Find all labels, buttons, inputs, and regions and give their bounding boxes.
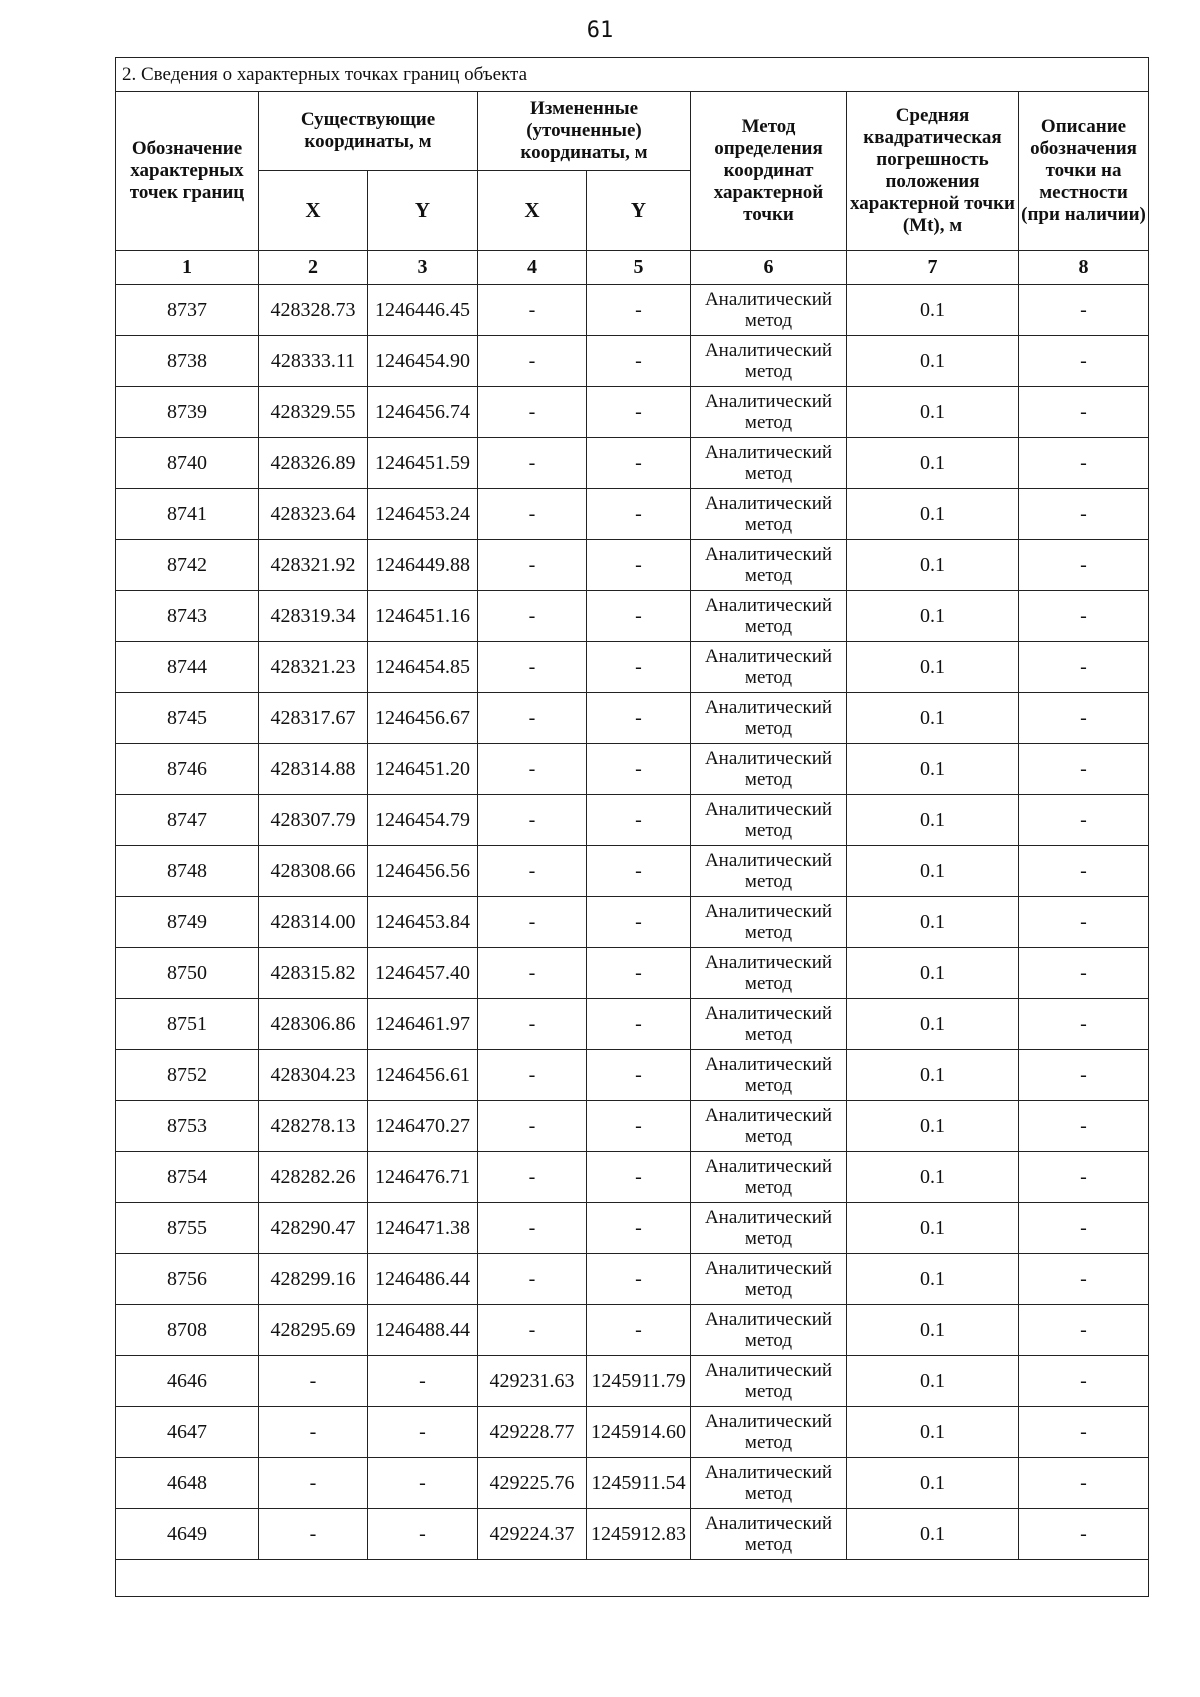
cell-error: 0.1	[847, 1101, 1019, 1152]
cell-point-id: 4647	[116, 1407, 259, 1458]
cell-point-id: 8749	[116, 897, 259, 948]
cell-existing-x: 428333.11	[259, 336, 368, 387]
cell-method	[691, 387, 847, 438]
method-text: Аналитический	[704, 1309, 833, 1330]
cell-description: -	[1019, 1305, 1149, 1356]
cell-point-id: 8740	[116, 438, 259, 489]
method-text: Аналитический	[704, 1156, 833, 1177]
cell-existing-x: 428299.16	[259, 1254, 368, 1305]
cell-point-id: 8739	[116, 387, 259, 438]
cell-existing-y: 1246451.59	[368, 438, 478, 489]
cell-error: 0.1	[847, 1509, 1019, 1560]
cell-point-id: 8748	[116, 846, 259, 897]
method-text: метод	[744, 667, 793, 688]
cell-existing-x: 428290.47	[259, 1203, 368, 1254]
cell-existing-y: 1246453.24	[368, 489, 478, 540]
method-text: метод	[744, 514, 793, 535]
cell-method	[691, 591, 847, 642]
cell-changed-x: -	[478, 591, 587, 642]
cell-existing-y: -	[368, 1509, 478, 1560]
method-text: метод	[744, 922, 793, 943]
cell-method	[691, 795, 847, 846]
cell-existing-y: 1246488.44	[368, 1305, 478, 1356]
cell-error: 0.1	[847, 795, 1019, 846]
cell-description: -	[1019, 387, 1149, 438]
cell-description: -	[1019, 336, 1149, 387]
cell-existing-y: 1246454.85	[368, 642, 478, 693]
cell-changed-y: -	[587, 1203, 691, 1254]
cell-point-id: 8737	[116, 285, 259, 336]
cell-point-id: 8742	[116, 540, 259, 591]
cell-existing-x: 428278.13	[259, 1101, 368, 1152]
cell-changed-x: -	[478, 1305, 587, 1356]
cell-existing-x: 428315.82	[259, 948, 368, 999]
cell-error: 0.1	[847, 336, 1019, 387]
cell-error: 0.1	[847, 1050, 1019, 1101]
cell-changed-x: 429228.77	[478, 1407, 587, 1458]
method-text: Аналитический	[704, 646, 833, 667]
cell-changed-x: -	[478, 540, 587, 591]
cell-existing-x: -	[259, 1407, 368, 1458]
method-text: Аналитический	[704, 1054, 833, 1075]
cell-changed-y: -	[587, 591, 691, 642]
cell-existing-y: 1246449.88	[368, 540, 478, 591]
method-text: метод	[744, 718, 793, 739]
cell-error: 0.1	[847, 438, 1019, 489]
method-text: метод	[744, 565, 793, 586]
method-text: метод	[744, 1228, 793, 1249]
method-text: Аналитический	[704, 952, 833, 973]
cell-point-id: 8747	[116, 795, 259, 846]
cell-method	[691, 693, 847, 744]
table-row	[116, 744, 1149, 795]
method-text: метод	[744, 361, 793, 382]
cell-changed-y: 1245914.60	[587, 1407, 691, 1458]
cell-existing-y: 1246454.79	[368, 795, 478, 846]
cell-existing-x: 428314.88	[259, 744, 368, 795]
cell-changed-y: 1245911.54	[587, 1458, 691, 1509]
cell-existing-y: 1246470.27	[368, 1101, 478, 1152]
cell-changed-x: -	[478, 642, 587, 693]
cell-changed-y: -	[587, 387, 691, 438]
method-text: Аналитический	[704, 544, 833, 565]
method-text: метод	[744, 1381, 793, 1402]
method-text: метод	[744, 616, 793, 637]
cell-changed-x: -	[478, 336, 587, 387]
column-number: 3	[368, 251, 478, 285]
cell-changed-y: -	[587, 1254, 691, 1305]
cell-description: -	[1019, 795, 1149, 846]
cell-existing-x: 428295.69	[259, 1305, 368, 1356]
cell-existing-x: 428328.73	[259, 285, 368, 336]
method-text: Аналитический	[704, 1411, 833, 1432]
cell-existing-x: 428282.26	[259, 1152, 368, 1203]
method-text: Аналитический	[704, 850, 833, 871]
cell-existing-x: 428306.86	[259, 999, 368, 1050]
cell-existing-y: 1246457.40	[368, 948, 478, 999]
cell-method	[691, 285, 847, 336]
table-row	[116, 438, 1149, 489]
cell-point-id: 8745	[116, 693, 259, 744]
cell-existing-y: 1246456.61	[368, 1050, 478, 1101]
cell-error: 0.1	[847, 540, 1019, 591]
cell-point-id: 4649	[116, 1509, 259, 1560]
cell-changed-y: 1245911.79	[587, 1356, 691, 1407]
method-text: Аналитический	[704, 1105, 833, 1126]
cell-existing-y: 1246454.90	[368, 336, 478, 387]
table-row	[116, 387, 1149, 438]
cell-changed-y: -	[587, 744, 691, 795]
cell-method	[691, 1509, 847, 1560]
column-number: 7	[847, 251, 1019, 285]
cell-method	[691, 846, 847, 897]
table-row	[116, 846, 1149, 897]
cell-changed-y: -	[587, 489, 691, 540]
cell-existing-x: 428317.67	[259, 693, 368, 744]
cell-existing-x: 428308.66	[259, 846, 368, 897]
cell-point-id: 4646	[116, 1356, 259, 1407]
cell-description: -	[1019, 489, 1149, 540]
column-number: 8	[1019, 251, 1149, 285]
cell-changed-y: -	[587, 336, 691, 387]
header-error: Средняя квадратическая погрешность положения характерной точки (Mt), м	[847, 92, 1019, 251]
cell-point-id: 8746	[116, 744, 259, 795]
cell-point-id: 8750	[116, 948, 259, 999]
method-text: Аналитический	[704, 289, 833, 310]
cell-method	[691, 1356, 847, 1407]
cell-changed-x: -	[478, 795, 587, 846]
cell-error: 0.1	[847, 489, 1019, 540]
cell-method	[691, 948, 847, 999]
method-text: Аналитический	[704, 1207, 833, 1228]
cell-error: 0.1	[847, 846, 1019, 897]
method-text: Аналитический	[704, 1360, 833, 1381]
cell-method	[691, 489, 847, 540]
cell-changed-y: -	[587, 693, 691, 744]
cell-changed-x: -	[478, 897, 587, 948]
cell-method	[691, 1152, 847, 1203]
cell-method	[691, 897, 847, 948]
cell-existing-y: -	[368, 1458, 478, 1509]
cell-existing-y: 1246476.71	[368, 1152, 478, 1203]
cell-error: 0.1	[847, 1152, 1019, 1203]
cell-changed-y: -	[587, 540, 691, 591]
cell-description: -	[1019, 744, 1149, 795]
table-body	[116, 285, 1149, 1560]
cell-existing-x: 428329.55	[259, 387, 368, 438]
cell-existing-x: 428326.89	[259, 438, 368, 489]
table-row	[116, 1203, 1149, 1254]
method-text: Аналитический	[704, 391, 833, 412]
cell-point-id: 8752	[116, 1050, 259, 1101]
cell-existing-x: 428307.79	[259, 795, 368, 846]
cell-existing-y: 1246456.56	[368, 846, 478, 897]
cell-changed-y: 1245912.83	[587, 1509, 691, 1560]
cell-changed-x: 429225.76	[478, 1458, 587, 1509]
header-changed-y: Y	[587, 171, 691, 251]
method-text: метод	[744, 1177, 793, 1198]
cell-changed-y: -	[587, 1101, 691, 1152]
cell-changed-x: -	[478, 387, 587, 438]
cell-changed-y: -	[587, 1152, 691, 1203]
table-row	[116, 336, 1149, 387]
method-text: Аналитический	[704, 1258, 833, 1279]
table-row	[116, 1305, 1149, 1356]
cell-method	[691, 540, 847, 591]
cell-description: -	[1019, 897, 1149, 948]
empty-cell	[116, 1560, 1149, 1597]
cell-error: 0.1	[847, 693, 1019, 744]
cell-changed-x: -	[478, 438, 587, 489]
table-row	[116, 489, 1149, 540]
cell-point-id: 8755	[116, 1203, 259, 1254]
cell-existing-y: -	[368, 1356, 478, 1407]
cell-changed-x: -	[478, 285, 587, 336]
cell-method	[691, 1050, 847, 1101]
cell-changed-y: -	[587, 1305, 691, 1356]
method-text: Аналитический	[704, 1513, 833, 1534]
cell-description: -	[1019, 693, 1149, 744]
cell-changed-y: -	[587, 897, 691, 948]
cell-method	[691, 1101, 847, 1152]
cell-description: -	[1019, 591, 1149, 642]
cell-changed-x: -	[478, 489, 587, 540]
cell-description: -	[1019, 948, 1149, 999]
column-number: 2	[259, 251, 368, 285]
cell-point-id: 8753	[116, 1101, 259, 1152]
cell-method	[691, 438, 847, 489]
cell-error: 0.1	[847, 1305, 1019, 1356]
cell-description: -	[1019, 642, 1149, 693]
table-row	[116, 948, 1149, 999]
column-number: 1	[116, 251, 259, 285]
table-row	[116, 795, 1149, 846]
cell-changed-x: -	[478, 1152, 587, 1203]
method-text: Аналитический	[704, 1003, 833, 1024]
cell-existing-x: -	[259, 1356, 368, 1407]
cell-changed-x: -	[478, 1050, 587, 1101]
cell-method	[691, 1305, 847, 1356]
cell-error: 0.1	[847, 1254, 1019, 1305]
cell-point-id: 8756	[116, 1254, 259, 1305]
cell-existing-y: 1246471.38	[368, 1203, 478, 1254]
cell-description: -	[1019, 1050, 1149, 1101]
cell-existing-y: 1246446.45	[368, 285, 478, 336]
table-row	[116, 897, 1149, 948]
cell-error: 0.1	[847, 999, 1019, 1050]
method-text: Аналитический	[704, 493, 833, 514]
cell-changed-x: -	[478, 693, 587, 744]
cell-error: 0.1	[847, 285, 1019, 336]
cell-description: -	[1019, 540, 1149, 591]
header-existing-x: X	[259, 171, 368, 251]
cell-changed-x: -	[478, 744, 587, 795]
method-text: метод	[744, 463, 793, 484]
method-text: Аналитический	[704, 901, 833, 922]
cell-existing-x: 428304.23	[259, 1050, 368, 1101]
method-text: Аналитический	[704, 748, 833, 769]
cell-method	[691, 336, 847, 387]
table-row	[116, 693, 1149, 744]
method-text: Аналитический	[704, 799, 833, 820]
cell-changed-x: -	[478, 999, 587, 1050]
method-text: метод	[744, 769, 793, 790]
cell-existing-y: -	[368, 1407, 478, 1458]
table-row	[116, 1509, 1149, 1560]
table-row	[116, 1356, 1149, 1407]
cell-changed-y: -	[587, 285, 691, 336]
method-text: Аналитический	[704, 340, 833, 361]
table-row	[116, 1152, 1149, 1203]
cell-changed-y: -	[587, 438, 691, 489]
cell-existing-x: -	[259, 1458, 368, 1509]
boundary-points-table	[115, 57, 1149, 1597]
cell-description: -	[1019, 285, 1149, 336]
cell-changed-x: -	[478, 948, 587, 999]
cell-point-id: 8738	[116, 336, 259, 387]
cell-error: 0.1	[847, 1203, 1019, 1254]
cell-method	[691, 1254, 847, 1305]
cell-method	[691, 1203, 847, 1254]
cell-point-id: 8743	[116, 591, 259, 642]
method-text: Аналитический	[704, 697, 833, 718]
header-designation: Обозначение характерных точек границ	[116, 92, 259, 251]
cell-method	[691, 1407, 847, 1458]
table-row	[116, 1050, 1149, 1101]
cell-changed-x: -	[478, 846, 587, 897]
cell-existing-y: 1246451.16	[368, 591, 478, 642]
method-text: метод	[744, 1024, 793, 1045]
cell-error: 0.1	[847, 387, 1019, 438]
cell-existing-y: 1246456.67	[368, 693, 478, 744]
cell-changed-y: -	[587, 1050, 691, 1101]
page-number: 61	[586, 18, 614, 43]
cell-method	[691, 744, 847, 795]
method-text: метод	[744, 1126, 793, 1147]
method-text: метод	[744, 973, 793, 994]
header-existing-coords: Существующие координаты, м	[259, 92, 478, 171]
cell-changed-x: 429231.63	[478, 1356, 587, 1407]
method-text: метод	[744, 1075, 793, 1096]
method-text: метод	[744, 1330, 793, 1351]
cell-error: 0.1	[847, 642, 1019, 693]
cell-existing-x: 428321.23	[259, 642, 368, 693]
cell-changed-y: -	[587, 948, 691, 999]
table-row	[116, 1458, 1149, 1509]
cell-existing-x: 428323.64	[259, 489, 368, 540]
section-title: 2. Сведения о характерных точках границ объекта	[116, 58, 1149, 92]
method-text: Аналитический	[704, 595, 833, 616]
method-text: метод	[744, 1432, 793, 1453]
cell-point-id: 4648	[116, 1458, 259, 1509]
cell-existing-y: 1246456.74	[368, 387, 478, 438]
empty-row	[116, 1560, 1149, 1597]
method-text: метод	[744, 871, 793, 892]
cell-method	[691, 642, 847, 693]
cell-description: -	[1019, 999, 1149, 1050]
method-text: метод	[744, 1534, 793, 1555]
cell-changed-y: -	[587, 999, 691, 1050]
cell-description: -	[1019, 1356, 1149, 1407]
cell-description: -	[1019, 1203, 1149, 1254]
cell-error: 0.1	[847, 1356, 1019, 1407]
column-number: 6	[691, 251, 847, 285]
table-row	[116, 1254, 1149, 1305]
column-number: 4	[478, 251, 587, 285]
header-description: Описание обозначения точки на местности (при наличии)	[1019, 92, 1149, 251]
cell-point-id: 8744	[116, 642, 259, 693]
cell-method	[691, 1458, 847, 1509]
cell-changed-x: -	[478, 1203, 587, 1254]
cell-description: -	[1019, 1407, 1149, 1458]
header-changed-x: X	[478, 171, 587, 251]
cell-point-id: 8751	[116, 999, 259, 1050]
method-text: метод	[744, 820, 793, 841]
cell-error: 0.1	[847, 744, 1019, 795]
cell-changed-y: -	[587, 846, 691, 897]
cell-point-id: 8754	[116, 1152, 259, 1203]
cell-existing-x: -	[259, 1509, 368, 1560]
cell-description: -	[1019, 1101, 1149, 1152]
cell-error: 0.1	[847, 591, 1019, 642]
method-text: Аналитический	[704, 442, 833, 463]
cell-existing-y: 1246486.44	[368, 1254, 478, 1305]
cell-description: -	[1019, 438, 1149, 489]
header-changed-coords: Измененные (уточненные) координаты, м	[478, 92, 691, 171]
method-text: метод	[744, 310, 793, 331]
cell-description: -	[1019, 1152, 1149, 1203]
cell-existing-x: 428314.00	[259, 897, 368, 948]
method-text: метод	[744, 1483, 793, 1504]
cell-point-id: 8741	[116, 489, 259, 540]
cell-method	[691, 999, 847, 1050]
method-text: метод	[744, 412, 793, 433]
cell-changed-y: -	[587, 795, 691, 846]
cell-existing-x: 428319.34	[259, 591, 368, 642]
cell-description: -	[1019, 1509, 1149, 1560]
cell-existing-y: 1246461.97	[368, 999, 478, 1050]
table-row	[116, 591, 1149, 642]
cell-existing-y: 1246451.20	[368, 744, 478, 795]
cell-description: -	[1019, 1254, 1149, 1305]
cell-existing-y: 1246453.84	[368, 897, 478, 948]
cell-error: 0.1	[847, 1407, 1019, 1458]
cell-error: 0.1	[847, 897, 1019, 948]
method-text: метод	[744, 1279, 793, 1300]
cell-changed-y: -	[587, 642, 691, 693]
cell-existing-x: 428321.92	[259, 540, 368, 591]
table-row	[116, 540, 1149, 591]
cell-changed-x: 429224.37	[478, 1509, 587, 1560]
cell-changed-x: -	[478, 1254, 587, 1305]
table-row	[116, 1407, 1149, 1458]
cell-description: -	[1019, 846, 1149, 897]
header-method: Метод определения координат характерной точки	[691, 92, 847, 251]
table-row	[116, 999, 1149, 1050]
cell-error: 0.1	[847, 1458, 1019, 1509]
table-row	[116, 642, 1149, 693]
cell-changed-x: -	[478, 1101, 587, 1152]
cell-error: 0.1	[847, 948, 1019, 999]
cell-point-id: 8708	[116, 1305, 259, 1356]
method-text: Аналитический	[704, 1462, 833, 1483]
header-existing-y: Y	[368, 171, 478, 251]
table-row	[116, 1101, 1149, 1152]
column-number: 5	[587, 251, 691, 285]
table-row	[116, 285, 1149, 336]
cell-description: -	[1019, 1458, 1149, 1509]
